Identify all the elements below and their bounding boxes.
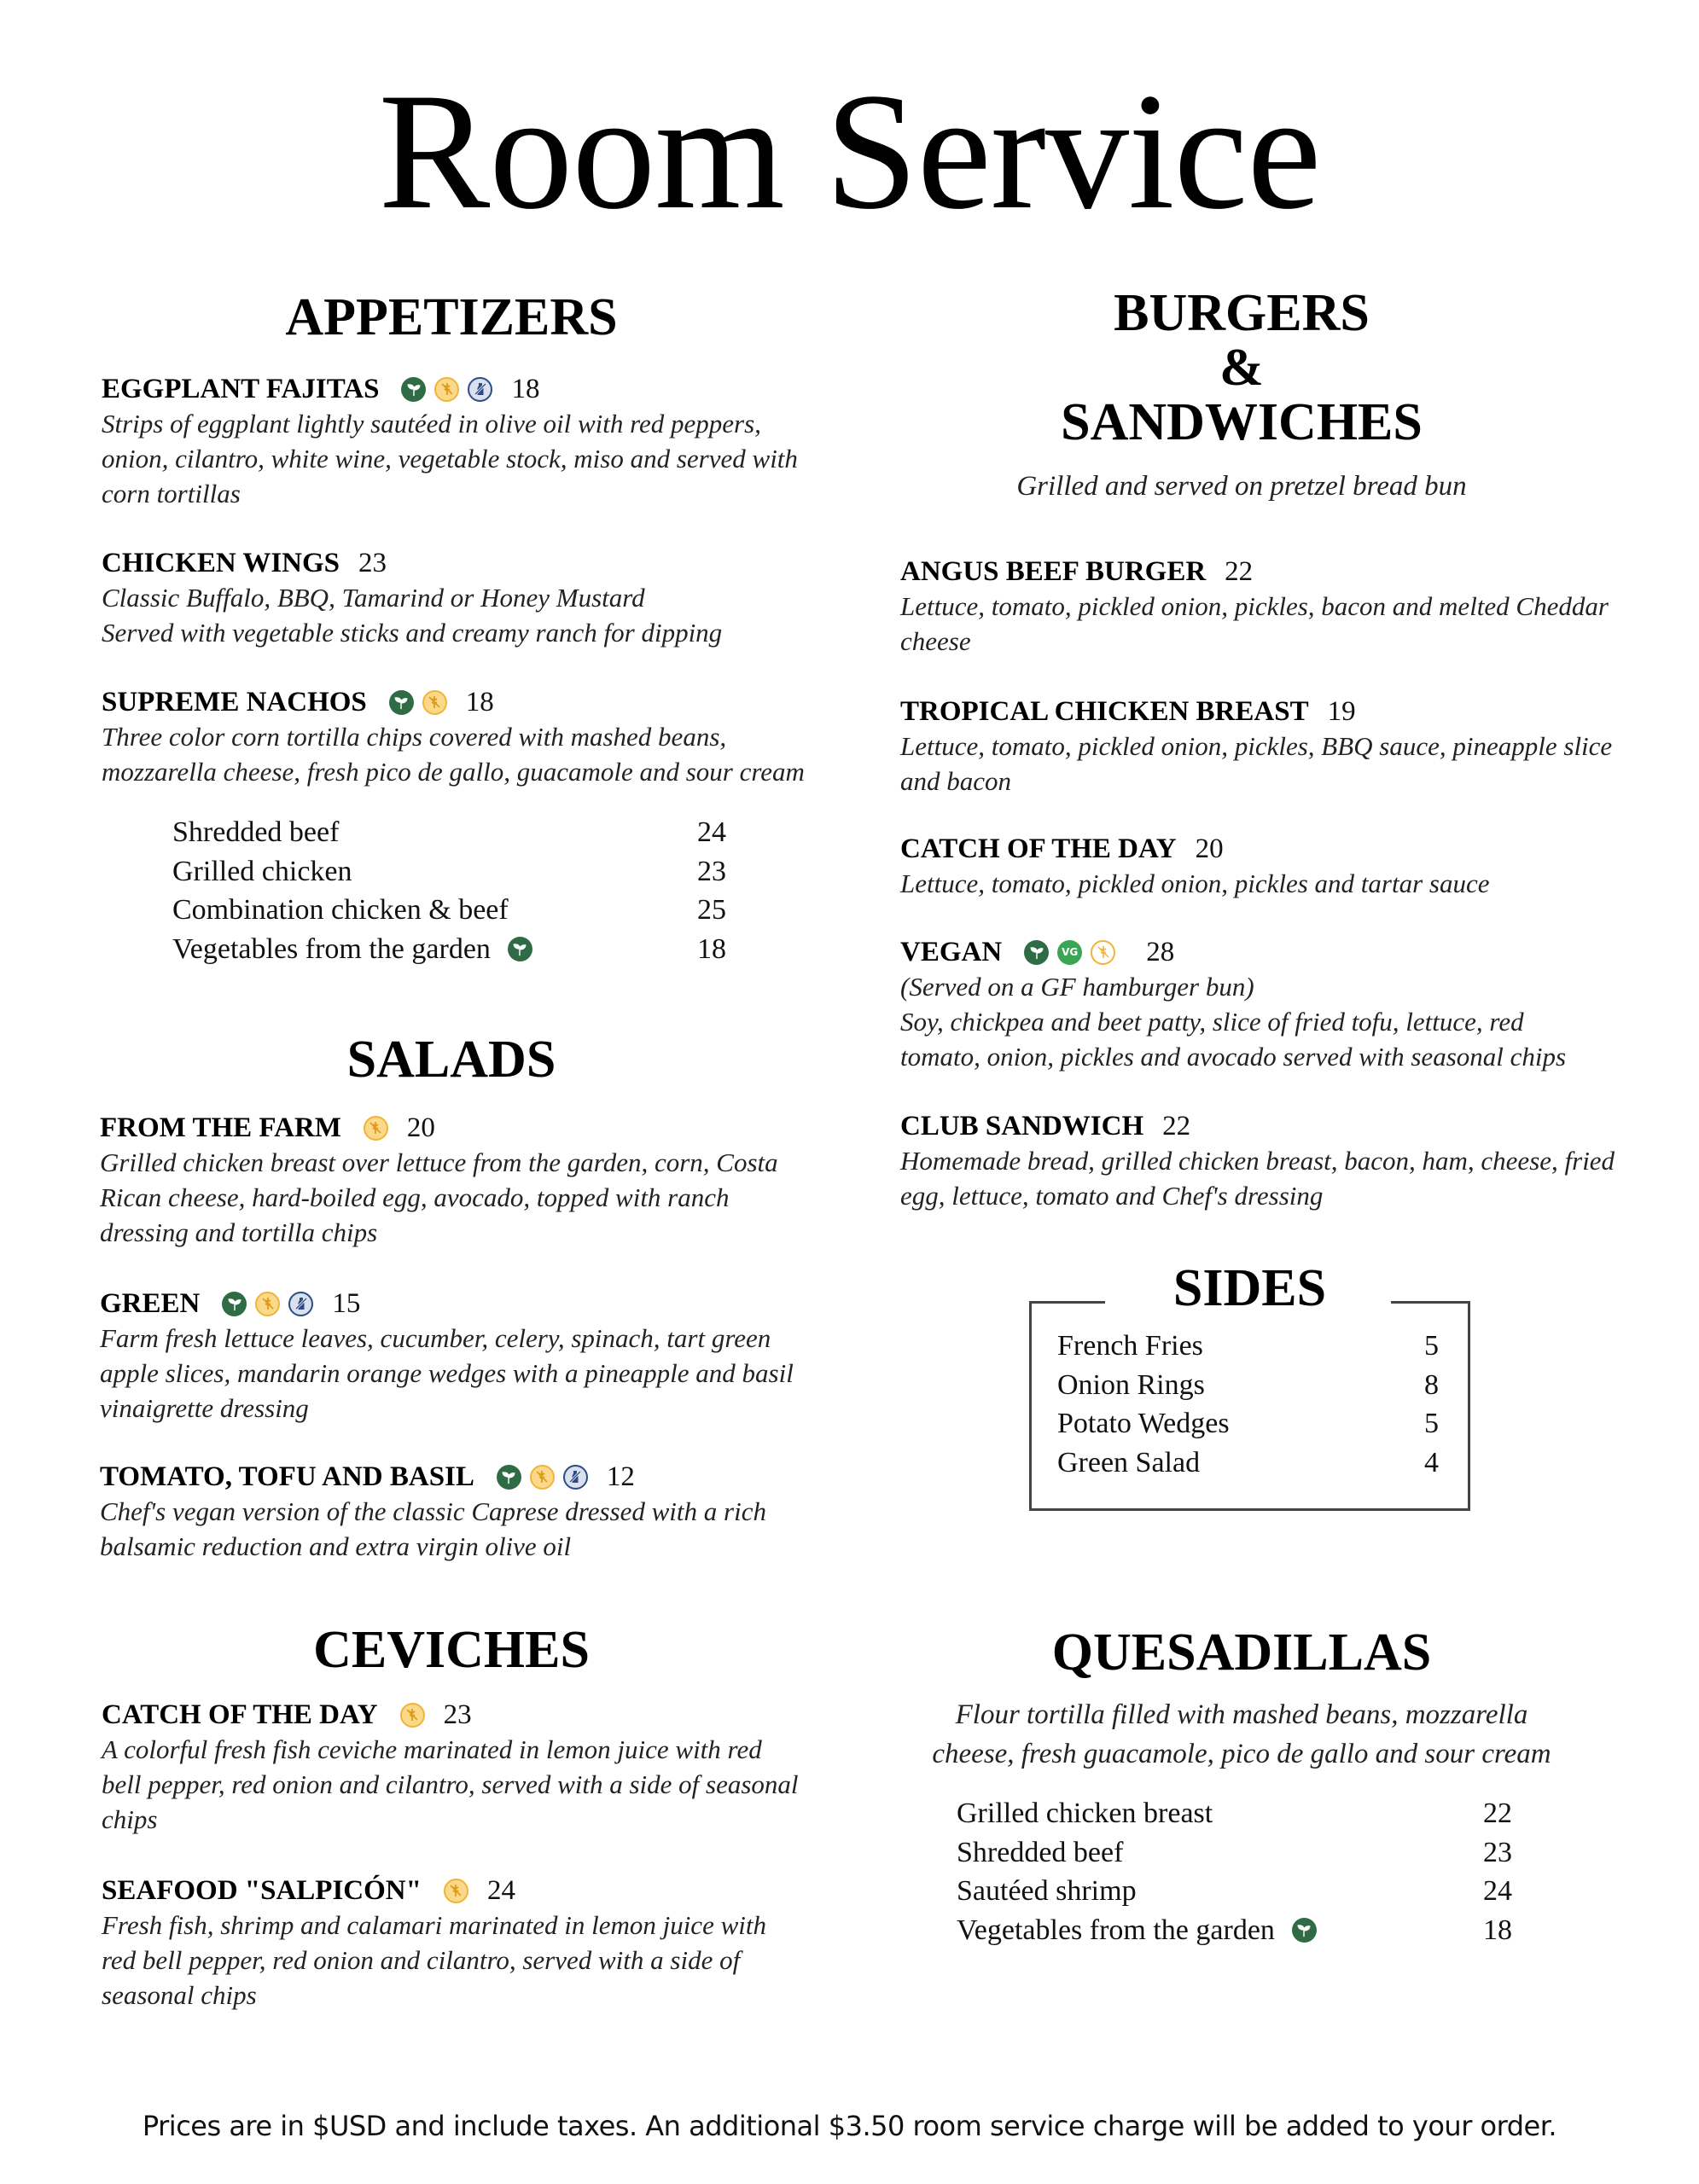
desc-line: Classic Buffalo, BBQ, Tamarind or Honey Mustard [102,583,645,613]
gluten-free-icon [1091,940,1115,965]
side-price: 8 [1424,1368,1439,1401]
vegan-leaf-icon [1024,940,1049,965]
vegan-leaf-icon [497,1465,521,1490]
option-name: Shredded beef [957,1836,1124,1868]
desc-line: onion, cilantro, white wine, vegetable stock, miso and served with [102,444,798,473]
quesadillas-heading-wrap [900,1625,1583,1774]
item-name: GREEN [100,1288,201,1319]
diet-icons [400,1703,425,1728]
item-price: 19 [1327,696,1356,727]
item-price: 23 [358,548,387,578]
menu-item-tomato-tofu-basil [100,1460,817,1564]
option-name-wrap [957,1911,1317,1950]
desc-line: cheese [900,626,971,656]
diet-icons [497,1465,588,1490]
desc-line: red bell pepper, red onion and cilantro, served with a side of [102,1945,741,1975]
pricing-footnote: Prices are in $USD and include taxes. An additional $3.50 room service charge will be added to your order. [142,2110,1557,2142]
desc-line: and bacon [900,766,1012,796]
desc-line: Strips of eggplant lightly sautéed in olive oil with red peppers, [102,409,761,439]
item-description [100,1145,808,1250]
vegan-leaf-icon [1292,1918,1317,1943]
desc-line: seasonal chips [102,1980,257,2010]
item-price: 20 [406,1112,435,1143]
vegan-leaf-icon [222,1292,247,1316]
side-row [1057,1327,1450,1366]
item-description [102,1908,818,2013]
item-description [900,589,1617,659]
item-description [900,866,1617,901]
item-description [100,1494,817,1564]
page-title: Room Service [378,59,1321,244]
desc-line: chips [102,1804,158,1834]
item-price: 28 [1146,937,1175,967]
item-description [100,1321,808,1426]
desc-line: dressing and tortilla chips [100,1217,378,1247]
option-row [172,930,727,969]
menu-item-from-the-farm [100,1111,808,1250]
option-row [957,1833,1520,1873]
option-price: 24 [697,816,726,848]
quesadillas-heading: QUESADILLAS [1051,1623,1432,1682]
ceviches-heading: CEVICHES [313,1621,590,1679]
item-price: 23 [443,1699,472,1730]
item-description [102,580,810,650]
nachos-options-list [172,813,727,968]
option-row [957,1794,1520,1833]
option-name: Sautéed shrimp [957,1875,1137,1907]
desc-line: Chef's vegan version of the classic Caprese dressed with a rich [100,1496,766,1526]
desc-line: Farm fresh lettuce leaves, cucumber, celery, spinach, tart green [100,1323,771,1353]
burgers-heading-line3: SANDWICHES [1061,393,1423,451]
gluten-free-icon [364,1116,388,1141]
dairy-free-icon [563,1465,588,1490]
item-name: CLUB SANDWICH [900,1111,1144,1141]
desc-line: Homemade bread, grilled chicken breast, bacon, ham, cheese, fried [900,1146,1615,1176]
vegan-leaf-icon [401,377,426,402]
side-price: 5 [1424,1330,1439,1362]
option-price: 23 [697,855,726,887]
option-row [957,1911,1520,1950]
desc-line: Flour tortilla filled with mashed beans, mozzarella [955,1699,1528,1730]
item-name: SEAFOOD "SALPICÓN" [102,1875,422,1906]
ceviches-heading-wrap [102,1623,801,1677]
side-row [1057,1443,1450,1483]
burgers-heading-ampersand: & [1219,339,1264,397]
item-price: 18 [465,687,494,717]
diet-icons [444,1879,468,1903]
item-price: 22 [1162,1111,1191,1141]
option-price: 23 [1483,1836,1512,1868]
side-name: Potato Wedges [1057,1408,1230,1439]
menu-item-supreme-nachos [102,685,810,789]
salads-heading: SALADS [346,1031,556,1089]
dairy-free-icon [288,1292,313,1316]
desc-line: Lettuce, tomato, pickled onion, pickles, bacon and melted Cheddar [900,591,1609,621]
item-name: EGGPLANT FAJITAS [102,374,380,404]
quesadilla-options-list [957,1794,1520,1949]
item-description [102,1732,818,1837]
option-row [172,891,727,930]
side-name: Green Salad [1057,1446,1201,1478]
side-name: Onion Rings [1057,1368,1205,1401]
desc-line: Lettuce, tomato, pickled onion, pickles and tartar sauce [900,868,1490,898]
item-price: 20 [1195,834,1224,864]
desc-line: mozzarella cheese, fresh pico de gallo, guacamole and sour cream [102,757,805,787]
option-row [957,1872,1520,1911]
option-name: Vegetables from the garden [172,932,491,965]
item-name: FROM THE FARM [100,1112,341,1143]
option-price: 25 [697,894,726,926]
option-price: 24 [1483,1875,1512,1907]
desc-line: Lettuce, tomato, pickled onion, pickles, BBQ sauce, pineapple slice [900,731,1613,761]
option-name: Grilled chicken breast [957,1798,1213,1829]
menu-item-eggplant-fajitas [102,372,810,511]
diet-icons [222,1292,313,1316]
item-description [900,1143,1617,1213]
vegan-leaf-icon [508,937,532,961]
quesadillas-description [900,1695,1583,1774]
gluten-free-icon [434,377,459,402]
diet-icons [389,690,447,715]
option-name: Shredded beef [172,816,340,848]
menu-item-seafood-salpicon [102,1873,818,2013]
menu-item-ceviche-catch-of-the-day [102,1698,818,1837]
option-name: Combination chicken & beef [172,894,509,926]
item-price: 22 [1225,556,1254,587]
gluten-free-icon [400,1703,425,1728]
option-row [172,813,727,852]
desc-line: Grilled chicken breast over lettuce from the garden, corn, Costa [100,1147,778,1177]
side-row [1057,1366,1450,1405]
appetizers-heading: APPETIZERS [285,288,618,346]
item-name: CHICKEN WINGS [102,548,340,578]
gluten-free-icon [422,690,447,715]
sides-list [1057,1327,1450,1482]
item-name: SUPREME NACHOS [102,687,367,717]
item-price: 24 [486,1875,515,1906]
item-name: TROPICAL CHICKEN BREAST [900,696,1309,727]
vg-badge-icon: VG [1057,940,1082,965]
menu-item-burger-catch-of-the-day [900,832,1617,901]
menu-item-vegan-burger [900,935,1617,1074]
option-row [172,852,727,892]
diet-icons [401,377,492,402]
desc-line: Soy, chickpea and beet patty, slice of fried tofu, lettuce, red [900,1007,1524,1037]
side-row [1057,1404,1450,1443]
item-name: TOMATO, TOFU AND BASIL [100,1461,474,1492]
burgers-heading-wrap [900,286,1583,506]
item-name: ANGUS BEEF BURGER [900,556,1207,587]
menu-item-angus-beef-burger [900,555,1617,659]
dairy-free-icon [468,377,492,402]
menu-item-green [100,1287,808,1426]
item-price: 12 [606,1461,635,1492]
desc-line: Rican cheese, hard-boiled egg, avocado, topped with ranch [100,1182,730,1212]
option-name-wrap [172,930,532,969]
menu-item-chicken-wings [102,546,810,650]
burgers-subtitle: Grilled and served on pretzel bread bun [1016,471,1467,502]
desc-line: tomato, onion, pickles and avocado served with seasonal chips [900,1042,1567,1072]
menu-item-club-sandwich [900,1109,1617,1213]
desc-line: vinaigrette dressing [100,1393,309,1423]
item-description [102,719,810,789]
item-name: CATCH OF THE DAY [900,834,1177,864]
appetizers-heading-wrap [102,290,801,345]
desc-line: A colorful fresh fish ceviche marinated in lemon juice with red [102,1734,762,1764]
burgers-heading-line1: BURGERS [1114,284,1370,342]
item-name: VEGAN [900,937,1003,967]
diet-icons [1024,940,1115,965]
menu-item-tropical-chicken-breast [900,694,1617,799]
desc-line: Fresh fish, shrimp and calamari marinated in lemon juice with [102,1910,766,1940]
gluten-free-icon [444,1879,468,1903]
option-name: Grilled chicken [172,855,352,887]
gluten-free-icon [255,1292,280,1316]
desc-line: (Served on a GF hamburger bun) [900,972,1254,1002]
side-price: 5 [1424,1408,1439,1439]
option-price: 18 [697,932,726,965]
item-name: CATCH OF THE DAY [102,1699,378,1730]
desc-line: balsamic reduction and extra virgin olive oil [100,1531,572,1561]
option-price: 18 [1483,1914,1512,1946]
vegan-leaf-icon [389,690,414,715]
option-price: 22 [1483,1798,1512,1829]
side-price: 4 [1424,1446,1439,1478]
item-description [900,729,1617,799]
desc-line: Served with vegetable sticks and creamy ranch for dipping [102,618,723,648]
desc-line: apple slices, mandarin orange wedges with a pineapple and basil [100,1358,794,1388]
sides-heading: SIDES [1172,1259,1327,1317]
desc-line: cheese, fresh guacamole, pico de gallo and sour cream [932,1739,1551,1769]
item-price: 18 [511,374,540,404]
desc-line: bell pepper, red onion and cilantro, served with a side of seasonal [102,1769,799,1799]
desc-line: Three color corn tortilla chips covered with mashed beans, [102,722,727,752]
item-description [102,406,810,511]
gluten-free-icon [530,1465,555,1490]
side-name: French Fries [1057,1330,1203,1362]
option-name: Vegetables from the garden [957,1914,1275,1946]
item-price: 15 [332,1288,361,1319]
salads-heading-wrap [102,1032,801,1087]
diet-icons [364,1116,388,1141]
desc-line: egg, lettuce, tomato and Chef's dressing [900,1181,1324,1211]
desc-line: corn tortillas [102,479,241,508]
item-description [900,969,1617,1074]
